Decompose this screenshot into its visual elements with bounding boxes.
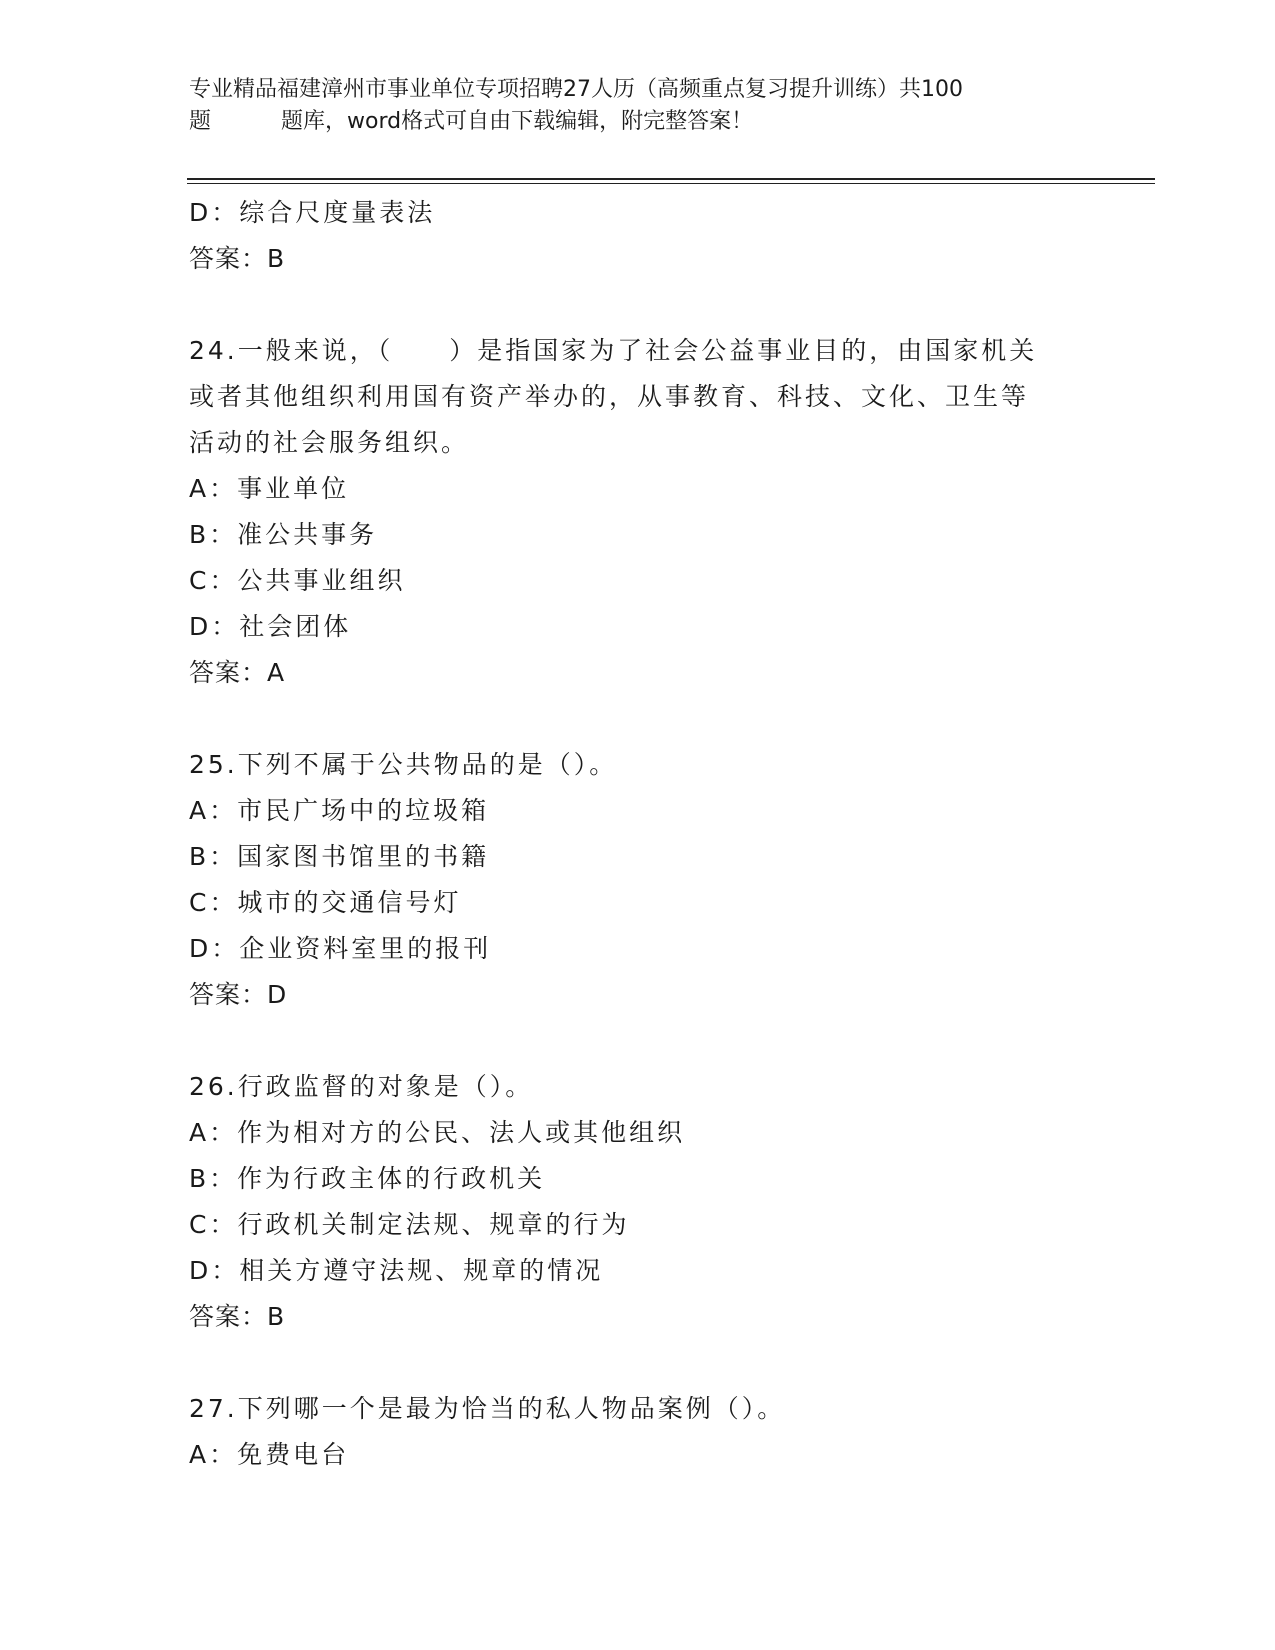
question-list [189, 190, 1089, 1478]
spacer [189, 696, 1089, 742]
option-line: D：企业资料室里的报刊 [189, 934, 492, 963]
question-text: 26.行政监督的对象是（）。 [189, 1072, 534, 1101]
document-header [189, 74, 1089, 138]
header-title-line2 [189, 106, 1089, 138]
answer-line: 答案：B [189, 1302, 286, 1331]
option-line: B：作为行政主体的行政机关 [189, 1164, 546, 1193]
answer-line: 答案：D [189, 980, 288, 1009]
option-line: C：行政机关制定法规、规章的行为 [189, 1210, 630, 1239]
option-line: B：准公共事务 [189, 520, 378, 549]
option-line: D：社会团体 [189, 612, 352, 641]
answer-line: 答案：B [189, 244, 286, 273]
question-text: 27.下列哪一个是最为恰当的私人物品案例（）。 [189, 1394, 786, 1423]
option-line: A：作为相对方的公民、法人或其他组织 [189, 1118, 686, 1147]
option-line: C：公共事业组织 [189, 566, 406, 595]
header-line2-right: 题库，word格式可自由下载编辑，附完整答案！ [281, 109, 754, 134]
header-line2-left: 题 [189, 109, 212, 134]
option-line: B：国家图书馆里的书籍 [189, 842, 490, 871]
question-text: 活动的社会服务组织。 [189, 428, 470, 457]
option-line: A：市民广场中的垃圾箱 [189, 796, 490, 825]
question-text: 或者其他组织利用国有资产举办的，从事教育、科技、文化、卫生等 [189, 382, 1030, 411]
header-rule-thin [187, 183, 1155, 184]
header-rule-thick [187, 178, 1155, 180]
option-line: D：综合尺度量表法 [189, 198, 436, 227]
spacer [189, 1340, 1089, 1386]
question-text: 25.下列不属于公共物品的是（）。 [189, 750, 618, 779]
option-line: A：免费电台 [189, 1440, 350, 1469]
question-text: 24.一般来说，（ ）是指国家为了社会公益事业目的，由国家机关 [189, 336, 1038, 365]
header-title-line1: 专业精品福建漳州市事业单位专项招聘27人历（高频重点复习提升训练）共100 [189, 77, 963, 102]
spacer [189, 1018, 1089, 1064]
option-line: C：城市的交通信号灯 [189, 888, 462, 917]
spacer [189, 282, 1089, 328]
option-line: D：相关方遵守法规、规章的情况 [189, 1256, 604, 1285]
answer-line: 答案：A [189, 658, 286, 687]
option-line: A：事业单位 [189, 474, 350, 503]
